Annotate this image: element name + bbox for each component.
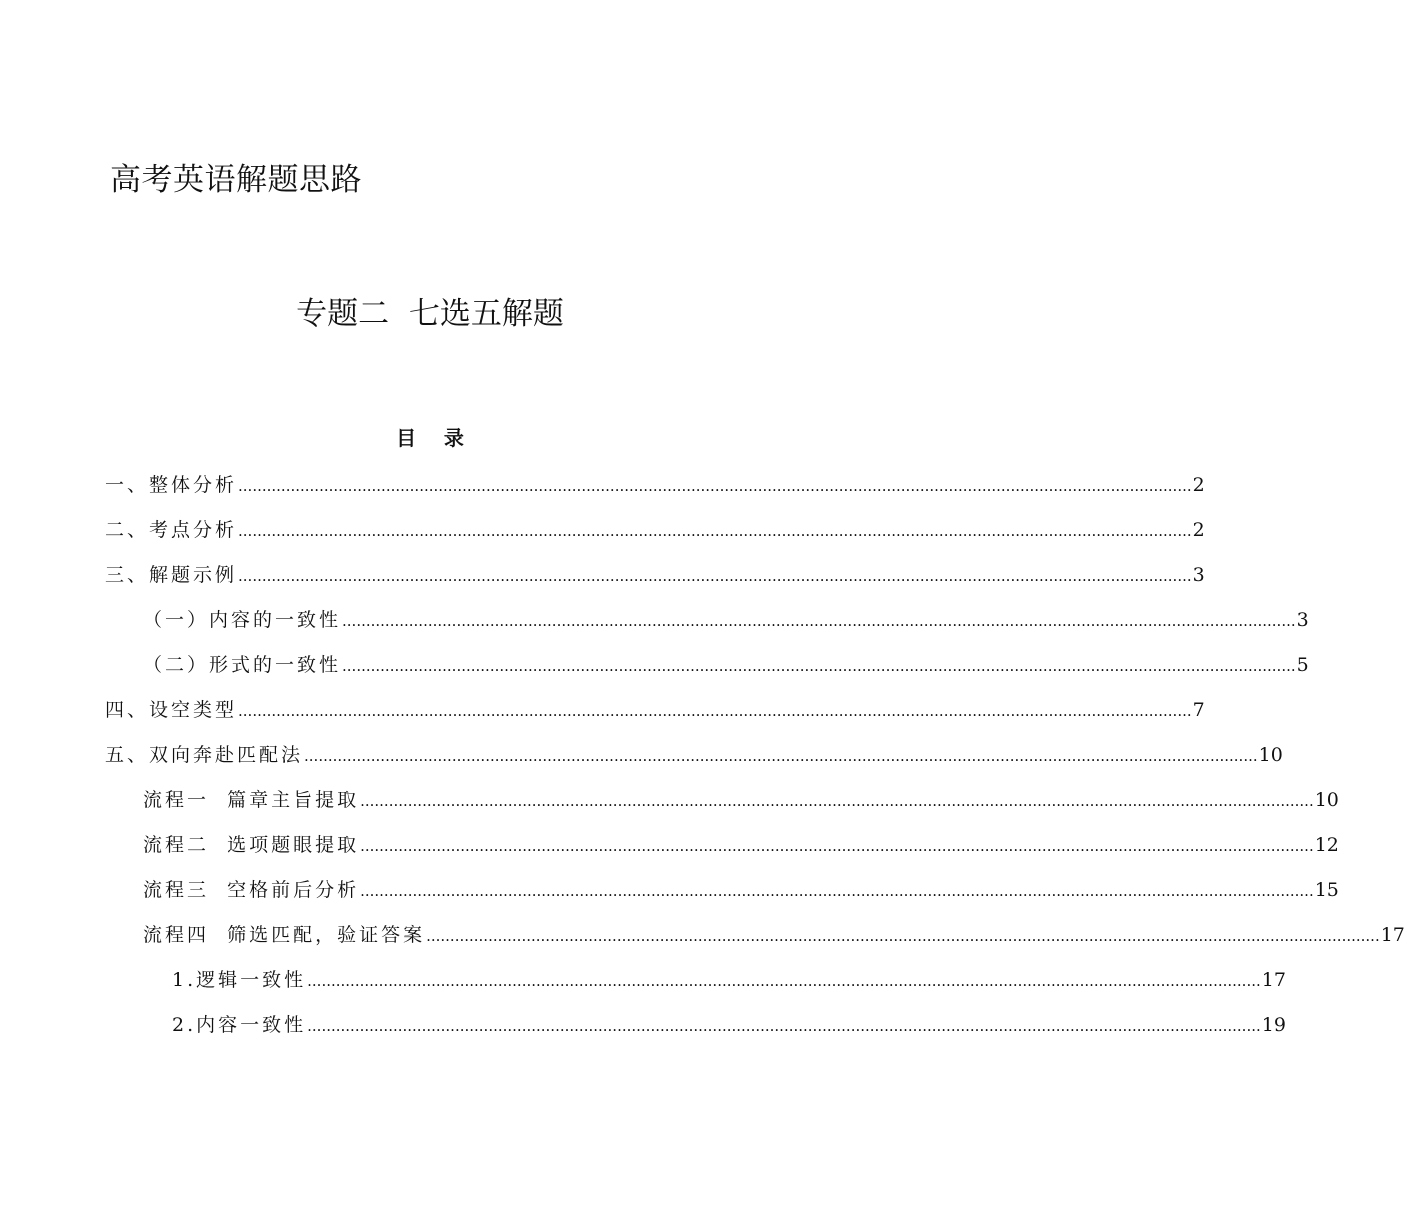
toc-entry-label: 四、设空类型 bbox=[105, 699, 238, 721]
toc-entry[interactable] bbox=[105, 695, 1205, 725]
toc-entry[interactable] bbox=[105, 560, 1205, 590]
toc-entry[interactable] bbox=[105, 515, 1205, 545]
toc-entry[interactable] bbox=[143, 605, 1309, 635]
toc-page-number: 10 bbox=[1258, 744, 1283, 766]
toc-leader-dots: ........................................................................................................................................................................................................ bbox=[360, 882, 1314, 900]
toc-leader-dots: ........................................................................................................................................................................................................ bbox=[342, 657, 1296, 675]
toc-entry-label: （二）形式的一致性 bbox=[143, 654, 342, 676]
toc-leader-dots: ........................................................................................................................................................................................................ bbox=[307, 972, 1261, 990]
toc-entry-label: 流程三 空格前后分析 bbox=[143, 879, 360, 901]
document-title: 高考英语解题思路 bbox=[110, 162, 362, 198]
toc-entry[interactable] bbox=[143, 875, 1339, 905]
toc-page-number: 19 bbox=[1261, 1014, 1286, 1036]
toc-entry[interactable] bbox=[143, 650, 1309, 680]
toc-page-number: 7 bbox=[1192, 699, 1205, 721]
toc-entry[interactable] bbox=[143, 830, 1339, 860]
toc-leader-dots: ........................................................................................................................................................................................................ bbox=[304, 747, 1258, 765]
toc-leader-dots: ........................................................................................................................................................................................................ bbox=[238, 702, 1192, 720]
toc-entry-label: 2.内容一致性 bbox=[172, 1014, 307, 1036]
toc-entry-label: 一、整体分析 bbox=[105, 474, 238, 496]
toc-page-number: 5 bbox=[1296, 654, 1309, 676]
toc-page-number: 3 bbox=[1296, 609, 1309, 631]
toc-entry[interactable] bbox=[143, 920, 1405, 950]
toc-entry-label: 流程一 篇章主旨提取 bbox=[143, 789, 360, 811]
toc-page-number: 15 bbox=[1314, 879, 1339, 901]
toc-heading: 目 录 bbox=[396, 426, 464, 450]
section-title: 专题二 七选五解题 bbox=[296, 296, 564, 332]
toc-entry-label: 三、解题示例 bbox=[105, 564, 238, 586]
toc-page-number: 2 bbox=[1192, 519, 1205, 541]
toc-page-number: 12 bbox=[1314, 834, 1339, 856]
toc-entry[interactable] bbox=[172, 965, 1286, 995]
toc-leader-dots: ........................................................................................................................................................................................................ bbox=[238, 522, 1192, 540]
toc-entry-label: 流程二 选项题眼提取 bbox=[143, 834, 360, 856]
toc-page-number: 10 bbox=[1314, 789, 1339, 811]
toc-entry[interactable] bbox=[143, 785, 1339, 815]
toc-leader-dots: ........................................................................................................................................................................................................ bbox=[360, 792, 1314, 810]
toc-leader-dots: ........................................................................................................................................................................................................ bbox=[238, 567, 1192, 585]
toc-entry-label: 二、考点分析 bbox=[105, 519, 238, 541]
toc-leader-dots: ........................................................................................................................................................................................................ bbox=[426, 927, 1380, 945]
toc-leader-dots: ........................................................................................................................................................................................................ bbox=[360, 837, 1314, 855]
toc-entry[interactable] bbox=[172, 1010, 1286, 1040]
toc-page-number: 2 bbox=[1192, 474, 1205, 496]
toc-entry-label: （一）内容的一致性 bbox=[143, 609, 342, 631]
toc-entry[interactable] bbox=[105, 740, 1283, 770]
toc-leader-dots: ........................................................................................................................................................................................................ bbox=[238, 477, 1192, 495]
toc-page-number: 17 bbox=[1261, 969, 1286, 991]
toc-entry-label: 1.逻辑一致性 bbox=[172, 969, 307, 991]
toc-page-number: 17 bbox=[1380, 924, 1405, 946]
toc-page-number: 3 bbox=[1192, 564, 1205, 586]
toc-entry-label: 五、双向奔赴匹配法 bbox=[105, 744, 304, 766]
toc-leader-dots: ........................................................................................................................................................................................................ bbox=[342, 612, 1296, 630]
toc-entry[interactable] bbox=[105, 470, 1205, 500]
toc-leader-dots: ........................................................................................................................................................................................................ bbox=[307, 1017, 1261, 1035]
toc-entry-label: 流程四 筛选匹配，验证答案 bbox=[143, 924, 426, 946]
